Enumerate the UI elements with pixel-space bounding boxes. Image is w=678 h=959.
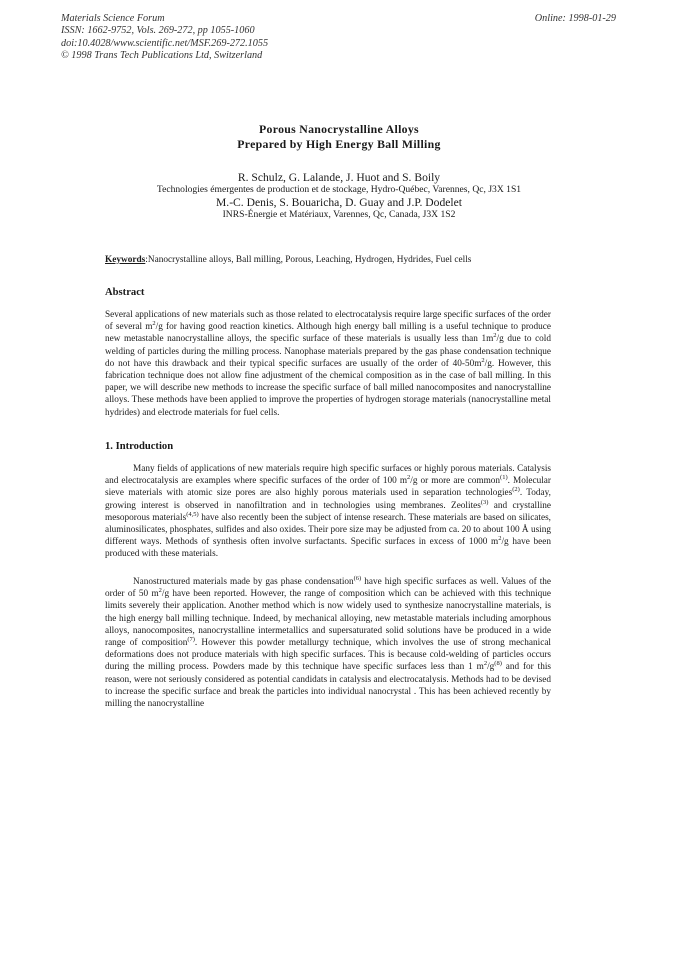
copyright-line: © 1998 Trans Tech Publications Ltd, Switzerland — [61, 50, 263, 62]
author-block — [0, 171, 678, 221]
paper-title — [0, 122, 678, 152]
title-line-1: Porous Nanocrystalline Alloys — [259, 122, 419, 136]
intro-paragraph-1: Many fields of applications of new materials require high specific surfaces or highly porous materials. Catalysis and electrocatalysis are examples where specific surfaces of the order of 100 $m^2/g$ or more are common$^{(1)}$. Molecular sieve materials with atomic size pores are also highly porous materials used in separation technologies$^{(2)}$. Today, growing interest is observed in nanofiltration and in technologies using membranes. Zeolites$^{(3)}$ and crystalline mesoporous materials$^{(4,5)}$ have also recently been the subject of intense research. These materials are based on silicates, aluminosilicates, phosphates, sulfides and also oxides. Their pore size may be adjusted from ca. 20 to about 100 Å using different ways. Methods of synthesis often involve surfactants. Specific surfaces in excess of 1000 $m^2/g$ have been produced with these materials. — [105, 464, 551, 560]
journal-name: Materials Science Forum — [61, 13, 165, 24]
issn-line: ISSN: 1662-9752, Vols. 269-272, pp 1055-1060 — [61, 25, 255, 37]
author-group-1: R. Schulz, G. Lalande, J. Huot and S. Boily — [237, 171, 441, 184]
abstract-paragraph: Several applications of new materials such as those related to electrocatalysis require large specific surfaces of the order of several $m^2/g$ for having good reaction kinetics. Although high energy ball milling is a useful technique to produce new metastable nanocrystalline alloys, the specific surface of these materials is usually less than $1m^2/g$ due to cold welding of particles during the milling process. Nanophase materials prepared by the gas phase condensation technique do not have this drawback and their typical specific surfaces are usually of the order of $40-50m^2/g$. However, this fabrication technique does not allow fine adjustment of the chemical composition as in the case of ball milling. In this paper, we will describe new methods to increase the specific surface of ball milled nanocomposites and nanocrystalline alloys. These methods have been applied to improve the properties of hydrogen storage materials (nanocrystalline metal hydrides) and electrode materials for fuel cells. — [105, 310, 552, 418]
keywords-label: Keywords — [105, 255, 146, 265]
author-group-2: M.-C. Denis, S. Bouaricha, D. Guay and J.P. Dodelet — [215, 196, 462, 209]
abstract-heading: Abstract — [105, 287, 145, 298]
keywords-line — [105, 255, 575, 265]
introduction-heading: 1. Introduction — [105, 441, 174, 452]
intro-paragraph-2: Nanostructured materials made by gas phase condensation$^{(6)}$ have high specific surfaces as well. Values of the order of 50 $m^2/g$ have been reported. However, the range of composition which can be achieved with this technique limits severely their application. Another method which is now widely used to synthesize nanocrystalline materials, is the high energy ball milling technique. Indeed, by mechanical alloying, new metastable materials including amorphous alloys, nanocomposites, nanocrystalline intermetallics and supersaturated solid solutions have be produced in a wide range of composition$^{(7)}$. However this powder metallurgy technique, which involves the use of strong mechanical deformations does not produce materials with high specific surfaces. This is because cold-welding of particles occurs during the milling process. Powders made by this technique have specific surfaces less than 1 $m^2/g^{(8)}$ and for this reason, were not seriously considered as potential candidats in catalysis and electrocatalysis. Methods had to be devised to increase the specific surface and break the particles into individual nanocrystal . This has been achieved recently by milling the nanocrystalline — [105, 574, 551, 710]
online-date: Online: 1998-01-29 — [534, 13, 616, 24]
journal-header — [61, 13, 268, 63]
keywords-text: :Nanocrystalline alloys, Ball milling, Porous, Leaching, Hydrogen, Hydrides, Fuel cells — [145, 255, 472, 265]
affiliation-2: INRS-Énergie et Matériaux, Varennes, Qc, Canada, J3X 1S2 — [222, 209, 456, 220]
doi-line[interactable]: doi:10.4028/www.scientific.net/MSF.269-272.1055 — [61, 37, 269, 49]
title-line-2: Prepared by High Energy Ball Milling — [237, 137, 441, 151]
affiliation-1: Technologies émergentes de production et de stockage, Hydro-Québec, Varennes, Qc, J3X 1S1 — [156, 184, 522, 195]
